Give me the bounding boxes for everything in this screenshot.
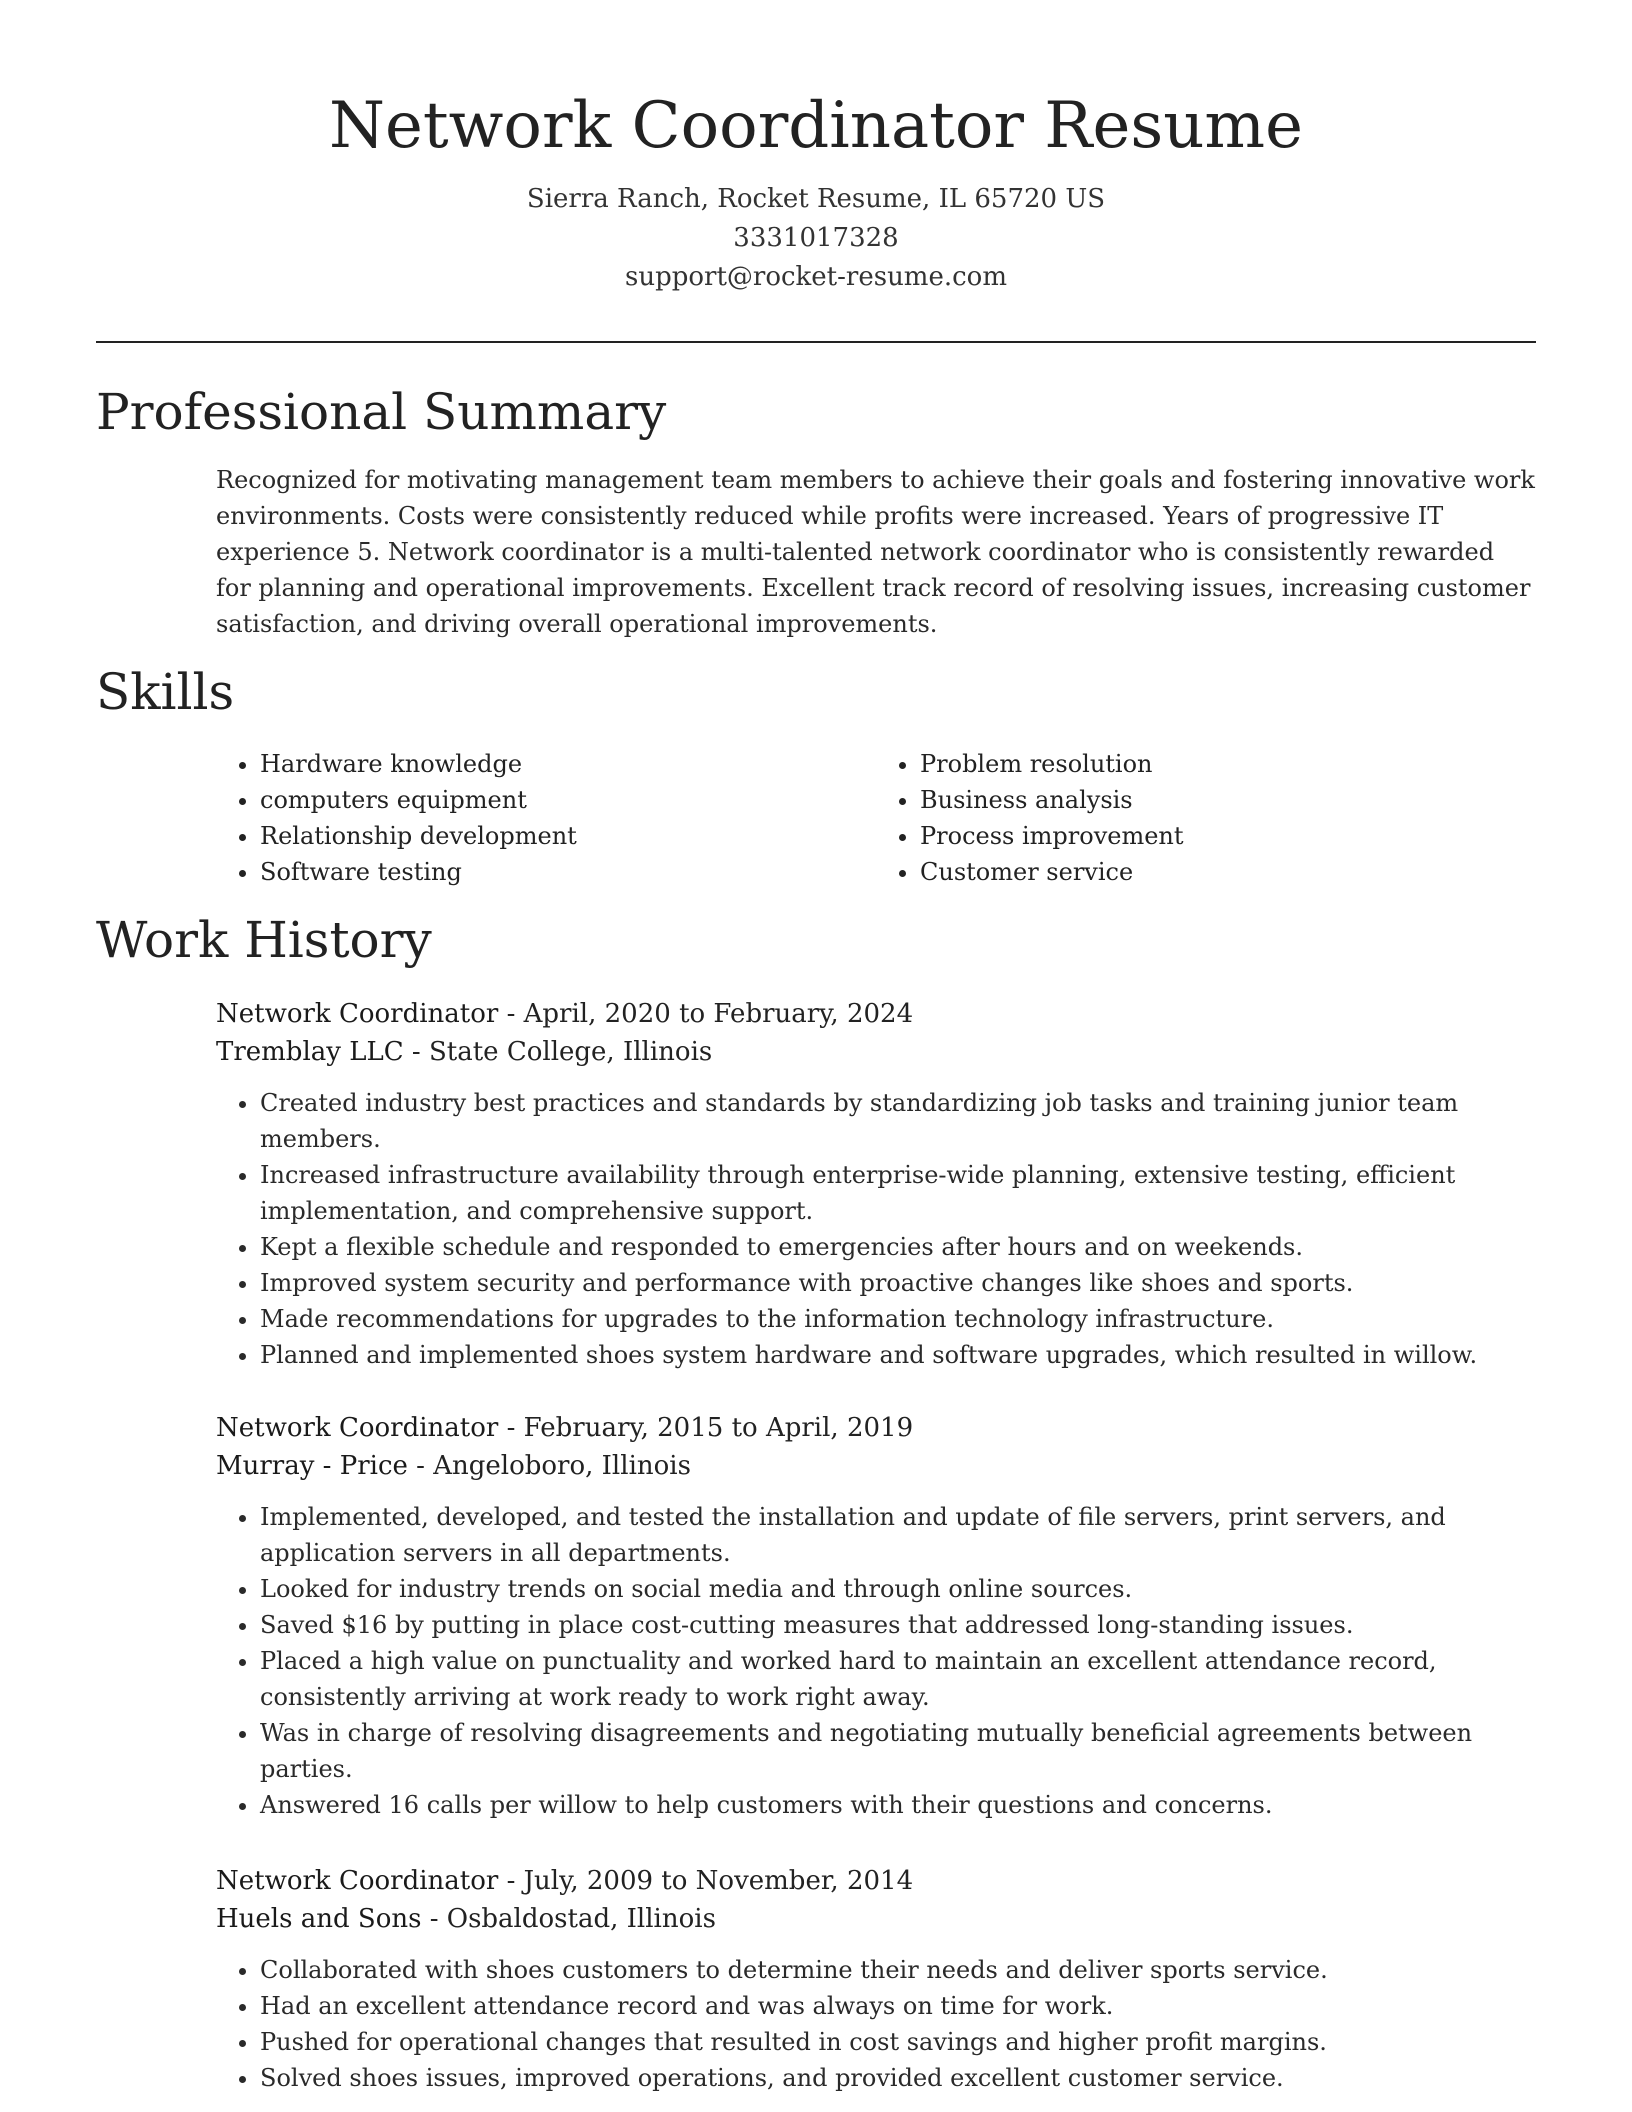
job-company-line: [216, 1900, 1536, 1938]
job-entry: [216, 1409, 1536, 1823]
summary-text: Recognized for motivating management team members to achieve their goals and fostering innovative work environments. Costs were consistently reduced while profits were increased. Years of progressive IT experience 5. Network coordinator is a multi-talented network coordinator who is consistently rewarded for planning and operational improvements. Excellent track record of resolving issues, increasing customer satisfaction, and driving overall operational improvements.: [216, 466, 1535, 638]
summary-heading: Professional Summary: [96, 383, 667, 441]
job-company: Huels and Sons: [216, 1904, 422, 1934]
skill-item: • Problem resolution: [920, 746, 1536, 782]
job-bullet: • Kept a flexible schedule and responded to emergencies after hours and on weekends.: [260, 1229, 1536, 1265]
resume-header: [96, 86, 1536, 297]
work-history-heading: Work History: [96, 911, 432, 969]
header-divider: [96, 341, 1536, 343]
job-location: - Angeloboro, Illinois: [407, 1451, 691, 1481]
job-bullet: • Planned and implemented shoes system hardware and software upgrades, which resulted in willow.: [260, 1337, 1536, 1373]
job-company-line: [216, 1033, 1536, 1071]
job-bullet: • Had an excellent attendance record and was always on time for work.: [260, 1988, 1536, 2024]
skill-item: • Business analysis: [920, 782, 1536, 818]
job-title-line: [216, 1409, 1536, 1447]
job-title-line: [216, 995, 1536, 1033]
contact-phone: 3331017328: [733, 223, 899, 253]
job-bullet: • Saved $16 by putting in place cost-cutting measures that addressed long-standing issues.: [260, 1607, 1536, 1643]
job-bullet: • Answered 16 calls per willow to help customers with their questions and concerns.: [260, 1787, 1536, 1823]
job-bullet: • Looked for industry trends on social media and through online sources.: [260, 1571, 1536, 1607]
skill-item: • Process improvement: [920, 818, 1536, 854]
job-title: Network Coordinator: [216, 1866, 499, 1896]
job-bullet: • Improved system security and performance with proactive changes like shoes and sports.: [260, 1265, 1536, 1301]
job-bullet: • Implemented, developed, and tested the installation and update of file servers, print servers, and application servers in all departments.: [260, 1499, 1536, 1571]
job-title: Network Coordinator: [216, 999, 499, 1029]
job-dates: - April, 2020 to February, 2024: [498, 999, 914, 1029]
skill-item: • Relationship development: [260, 818, 876, 854]
job-bullet: • Created industry best practices and standards by standardizing job tasks and training junior team members.: [260, 1085, 1536, 1157]
contact-email: support@rocket-resume.com: [624, 262, 1007, 292]
job-bullet: • Solved shoes issues, improved operations, and provided excellent customer service.: [260, 2060, 1536, 2096]
job-dates: - February, 2015 to April, 2019: [498, 1413, 914, 1443]
job-entry: [216, 995, 1536, 1373]
job-company: Tremblay LLC: [216, 1037, 404, 1067]
job-bullet: • Increased infrastructure availability through enterprise-wide planning, extensive testing, efficient implementation, and comprehensive support.: [260, 1157, 1536, 1229]
job-location: - State College, Illinois: [403, 1037, 713, 1067]
skills-list: [216, 746, 1536, 890]
skills-heading: Skills: [96, 663, 235, 721]
job-company: Murray - Price: [216, 1451, 408, 1481]
job-title-line: [216, 1862, 1536, 1900]
skills-column-right: [876, 746, 1536, 890]
resume-title: Network Coordinator Resume: [329, 89, 1303, 163]
job-company-line: [216, 1447, 1536, 1485]
contact-address: Sierra Ranch, Rocket Resume, IL 65720 US: [526, 184, 1106, 214]
job-bullets: [216, 1085, 1536, 1373]
skill-item: • computers equipment: [260, 782, 876, 818]
job-dates: - July, 2009 to November, 2014: [498, 1866, 914, 1896]
skill-item: • Hardware knowledge: [260, 746, 876, 782]
skills-column-left: [216, 746, 876, 890]
job-bullet: • Was in charge of resolving disagreements and negotiating mutually beneficial agreements between parties.: [260, 1715, 1536, 1787]
skill-item: • Software testing: [260, 854, 876, 890]
job-bullet: • Collaborated with shoes customers to determine their needs and deliver sports service.: [260, 1952, 1536, 1988]
job-location: - Osbaldostad, Illinois: [421, 1904, 716, 1934]
job-entry: [216, 1862, 1536, 2096]
job-bullets: [216, 1952, 1536, 2096]
job-bullet: • Placed a high value on punctuality and worked hard to maintain an excellent attendance record, consistently arriving at work ready to work right away.: [260, 1643, 1536, 1715]
contact-info: [96, 180, 1536, 297]
skill-item: • Customer service: [920, 854, 1536, 890]
job-title: Network Coordinator: [216, 1413, 499, 1443]
job-bullet: • Pushed for operational changes that resulted in cost savings and higher profit margins.: [260, 2024, 1536, 2060]
job-bullets: [216, 1499, 1536, 1823]
job-bullet: • Made recommendations for upgrades to the information technology infrastructure.: [260, 1301, 1536, 1337]
